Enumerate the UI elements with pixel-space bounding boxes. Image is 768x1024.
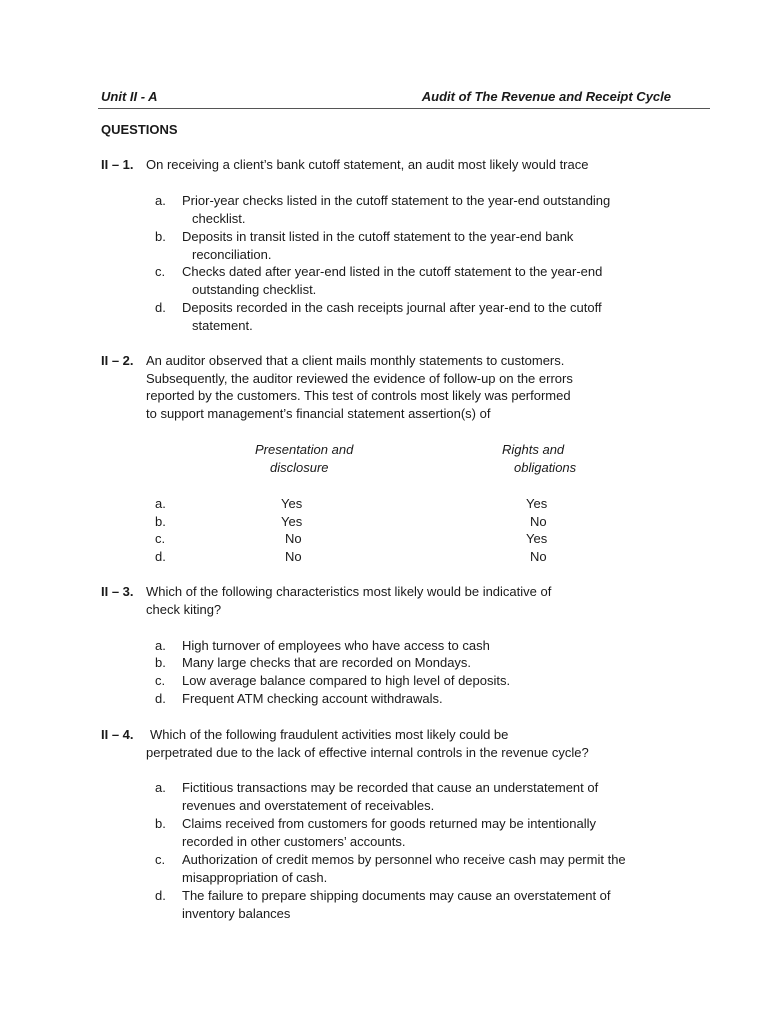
question-text-line: Which of the following fraudulent activities most likely could be xyxy=(150,727,509,742)
table-row-letter: d. xyxy=(155,549,166,564)
question-text-line: reported by the customers. This test of controls most likely was performed xyxy=(146,388,571,403)
table-cell: No xyxy=(530,514,547,529)
question-text-line: An auditor observed that a client mails monthly statements to customers. xyxy=(146,353,565,368)
question-text: On receiving a client’s bank cutoff statement, an audit most likely would trace xyxy=(146,157,589,172)
section-title: QUESTIONS xyxy=(101,122,178,137)
table-header-col2: obligations xyxy=(514,460,577,475)
question-text-line: to support management’s financial statement assertion(s) of xyxy=(146,406,491,421)
table-cell: Yes xyxy=(526,496,548,511)
option-text: High turnover of employees who have access to cash xyxy=(182,638,490,653)
option-line-continued: misappropriation of cash. xyxy=(182,870,328,885)
question-text-line: perpetrated due to the lack of effective internal controls in the revenue cycle? xyxy=(146,745,589,760)
table-cell: Yes xyxy=(526,531,548,546)
question-number: II – 1. xyxy=(101,157,134,172)
option-letter: b. xyxy=(155,655,166,670)
option-line-continued: reconciliation. xyxy=(192,247,272,262)
option-line-continued: revenues and overstatement of receivables. xyxy=(182,798,435,813)
table-cell: No xyxy=(530,549,547,564)
table-row-letter: c. xyxy=(155,531,166,546)
question-number: II – 2. xyxy=(101,353,134,368)
option-line: Claims received from customers for goods returned may be intentionally xyxy=(182,816,597,831)
table-cell: No xyxy=(285,531,302,546)
option-letter: a. xyxy=(155,638,166,653)
option-letter: c. xyxy=(155,264,166,279)
option-line: Prior-year checks listed in the cutoff statement to the year-end outstanding xyxy=(182,193,611,208)
option-line-continued: outstanding checklist. xyxy=(192,282,317,297)
option-line-continued: checklist. xyxy=(192,211,246,226)
option-letter: c. xyxy=(155,852,166,867)
unit-label: Unit II - A xyxy=(101,89,158,104)
table-header-col1: Presentation and xyxy=(255,442,354,457)
option-letter: b. xyxy=(155,229,166,244)
option-text: Many large checks that are recorded on Mondays. xyxy=(182,655,472,670)
option-letter: a. xyxy=(155,193,166,208)
table-row-letter: b. xyxy=(155,514,166,529)
table-header-col2: Rights and xyxy=(502,442,565,457)
table-cell: Yes xyxy=(281,514,303,529)
question-number: II – 4. xyxy=(101,727,134,742)
header-divider xyxy=(98,108,710,109)
option-line: Fictitious transactions may be recorded that cause an understatement of xyxy=(182,780,599,795)
option-line: Deposits recorded in the cash receipts journal after year-end to the cutoff xyxy=(182,300,602,315)
option-line: The failure to prepare shipping documents may cause an overstatement of xyxy=(182,888,611,903)
question-text-line: Which of the following characteristics most likely would be indicative of xyxy=(146,584,552,599)
option-letter: d. xyxy=(155,300,166,315)
option-line: Checks dated after year-end listed in the cutoff statement to the year-end xyxy=(182,264,603,279)
table-row-letter: a. xyxy=(155,496,166,511)
option-letter: d. xyxy=(155,888,166,903)
option-letter: c. xyxy=(155,673,166,688)
option-text: Low average balance compared to high level of deposits. xyxy=(182,673,511,688)
option-line: Deposits in transit listed in the cutoff statement to the year-end bank xyxy=(182,229,574,244)
option-letter: b. xyxy=(155,816,166,831)
option-line-continued: recorded in other customers’ accounts. xyxy=(182,834,406,849)
table-header-col1: disclosure xyxy=(270,460,329,475)
table-cell: Yes xyxy=(281,496,303,511)
option-line-continued: inventory balances xyxy=(182,906,291,921)
option-line-continued: statement. xyxy=(192,318,253,333)
option-text: Frequent ATM checking account withdrawals. xyxy=(182,691,443,706)
option-letter: a. xyxy=(155,780,166,795)
table-cell: No xyxy=(285,549,302,564)
option-line: Authorization of credit memos by personnel who receive cash may permit the xyxy=(182,852,626,867)
option-letter: d. xyxy=(155,691,166,706)
question-text-line: Subsequently, the auditor reviewed the evidence of follow-up on the errors xyxy=(146,371,573,386)
question-number: II – 3. xyxy=(101,584,134,599)
question-text-line: check kiting? xyxy=(146,602,222,617)
chapter-title: Audit of The Revenue and Receipt Cycle xyxy=(421,89,671,104)
page-header xyxy=(101,88,709,106)
